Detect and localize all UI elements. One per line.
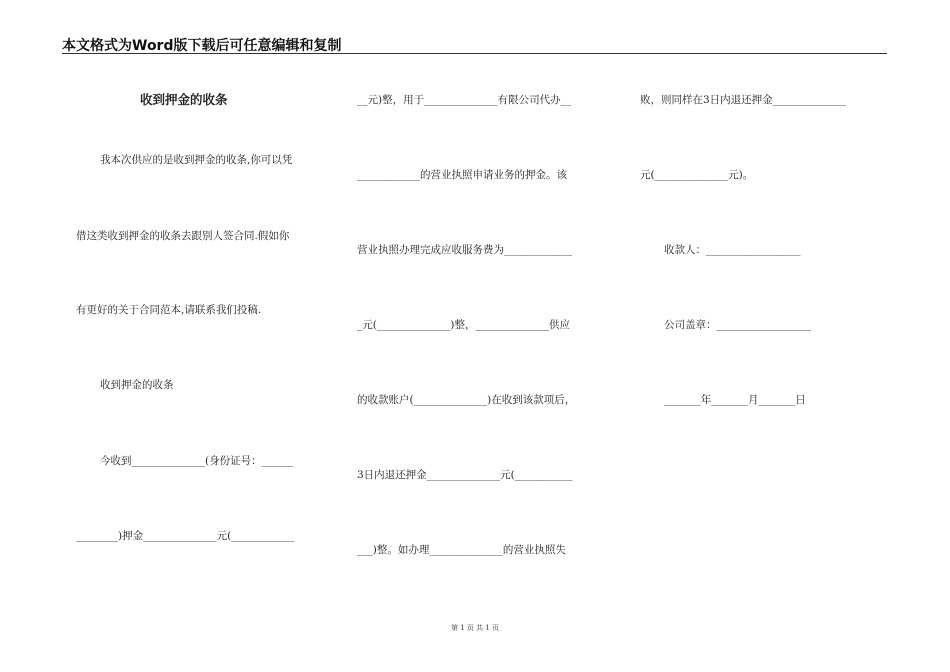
page-footer: 第 1 页 共 1 页 (450, 624, 500, 632)
company-seal-line: 公司盖章：__________________ (664, 319, 811, 331)
document-header: 本文格式为Word版下载后可任意编辑和复制 (62, 38, 342, 54)
receipt-subtitle: 收到押金的收条 (100, 379, 174, 391)
paragraph-line: 有更好的关于合同范本,请联系我们投稿. (76, 304, 262, 316)
receipt-line: 的收款账户(______________)在收到该款项后， (357, 394, 576, 406)
receipt-line: ________)押金______________元(____________ (76, 530, 295, 542)
receipt-line: 元(______________元)。 (640, 169, 754, 181)
receipt-line: 败，则同样在3日内退还押金______________ (640, 94, 847, 106)
receipt-line: __元)整，用于______________有限公司代办__ (357, 94, 572, 106)
date-line: _______年_______月_______日 (664, 394, 806, 406)
receipt-line: ___)整。如办理______________的营业执照失 (357, 544, 566, 556)
paragraph-line: 我本次供应的是收到押金的收条,你可以凭 (100, 154, 293, 166)
payee-signature-line: 收款人：__________________ (664, 244, 801, 256)
receipt-line: ____________的营业执照申请业务的押金。该 (357, 169, 567, 181)
receipt-line: 3日内退还押金______________元(___________ (357, 469, 573, 481)
receipt-line: 今收到______________(身份证号：______ (100, 455, 294, 467)
document-title: 收到押金的收条 (140, 92, 228, 107)
receipt-line: 营业执照办理完成应收服务费为_____________ (357, 244, 573, 256)
paragraph-line: 借这类收到押金的收条去跟别人签合同.假如你 (76, 230, 290, 242)
header-divider (62, 53, 887, 54)
receipt-line: _元(______________)整，______________供应 (357, 319, 570, 331)
